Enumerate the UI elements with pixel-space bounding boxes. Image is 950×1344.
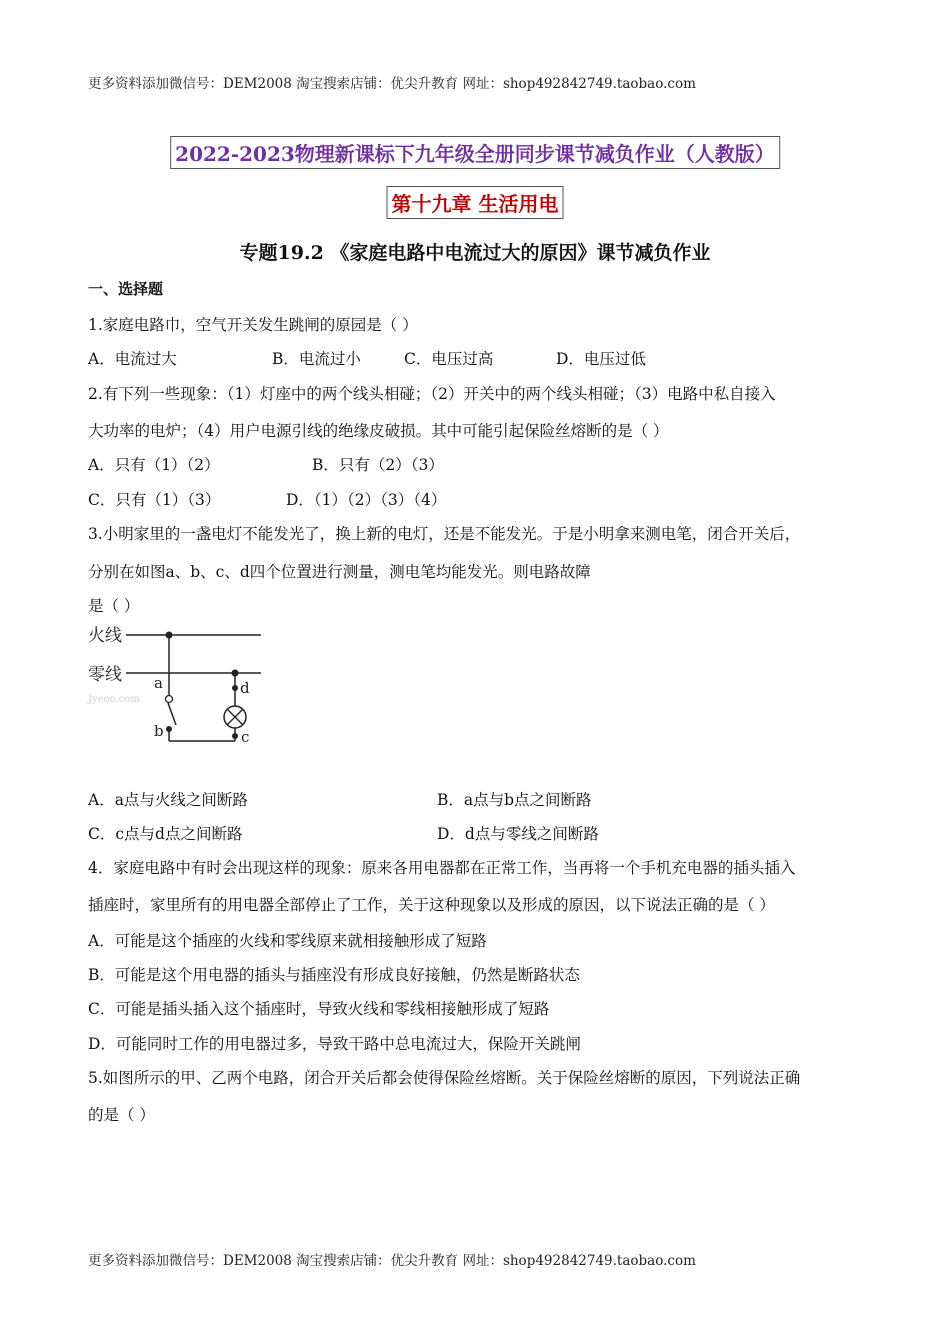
switch-blade [168,703,176,725]
q1-option-c: C．电压过高 [404,350,494,368]
page-header: 更多资料添加微信号：DEM2008 淘宝搜索店铺：优尖升教育 网址：shop492842749.taobao.com [88,76,696,92]
label-d: d [240,679,250,697]
q2-stem-line2: 大功率的电炉；（4）用户电源引线的绝缘皮破损。其中可能引起保险丝熔断的是（ ） [88,422,669,440]
neutral-wire-label: 零线 [88,665,122,685]
label-a: a [154,674,163,692]
q3-stem-line1: 3.小明家里的一盏电灯不能发光了，换上新的电灯，还是不能发光。于是小明拿来测电笔，闭合开关后， [88,525,801,543]
q2-stem-line1: 2.有下列一些现象：（1）灯座中的两个线头相碰；（2）开关中的两个线头相碰；（3）电路中私自接入 [88,385,776,403]
q2-option-a: A．只有（1）（2） [88,456,220,474]
q3-option-a: A．a点与火线之间断路 [88,791,248,809]
label-b: b [154,722,164,740]
section-heading: 一、选择题 [88,280,164,298]
q5-stem-line1: 5.如图所示的甲、乙两个电路，闭合开关后都会使得保险丝熔断。关于保险丝熔断的原因，下列说法正确 [88,1069,801,1087]
q1-option-a: A．电流过大 [88,350,177,368]
q3-stem-line2: 分别在如图a、b、c、d四个位置进行测量，测电笔均能发光。则电路故障 [88,563,591,581]
chapter-title: 第十九章 生活用电 [387,186,564,219]
q4-option-a: A．可能是这个插座的火线和零线原来就相接触形成了短路 [88,932,487,950]
main-title: 2022-2023物理新课标下九年级全册同步课节减负作业（人教版） [170,136,780,169]
topic-title: 专题19.2 《家庭电路中电流过大的原因》课节减负作业 [239,242,711,264]
q4-option-b: B．可能是这个用电器的插头与插座没有形成良好接触，仍然是断路状态 [88,966,580,984]
point-d-dot [232,685,238,691]
q4-stem-line2: 插座时，家里所有的用电器全部停止了工作，关于这种现象以及形成的原因，以下说法正确的是（ ） [88,896,775,914]
circuit-diagram [86,620,266,750]
q3-option-c: C．c点与d点之间断路 [88,825,243,843]
switch-contact [166,696,173,703]
point-c-dot [232,733,238,739]
live-wire-label: 火线 [88,626,122,646]
q2-option-d: D．（1）（2）（3）（4） [286,491,447,509]
q5-stem-line2: 的是（ ） [88,1106,155,1124]
watermark: Jyeoo.com [88,694,140,705]
q4-stem-line1: 4．家庭电路中有时会出现这样的现象：原来各用电器都在正常工作，当再将一个手机充电器的插头插入 [88,859,796,877]
page-footer: 更多资料添加微信号：DEM2008 淘宝搜索店铺：优尖升教育 网址：shop492842749.taobao.com [88,1253,696,1269]
label-c: c [241,728,250,746]
q1-option-b: B．电流过小 [272,350,361,368]
q4-option-c: C．可能是插头插入这个插座时，导致火线和零线相接触形成了短路 [88,1000,550,1018]
q2-option-b: B．只有（2）（3） [312,456,444,474]
q4-option-d: D．可能同时工作的用电器过多，导致干路中总电流过大，保险开关跳闸 [88,1035,581,1053]
q1-option-d: D．电压过低 [556,350,646,368]
q3-option-d: D．d点与零线之间断路 [437,825,599,843]
q1-stem: 1.家庭电路巾，空气开关发生跳闸的原园是（ ） [88,316,418,334]
q3-stem-line3: 是（ ） [88,597,140,615]
q3-option-b: B．a点与b点之间断路 [437,791,592,809]
q2-option-c: C．只有（1）（3） [88,491,221,509]
